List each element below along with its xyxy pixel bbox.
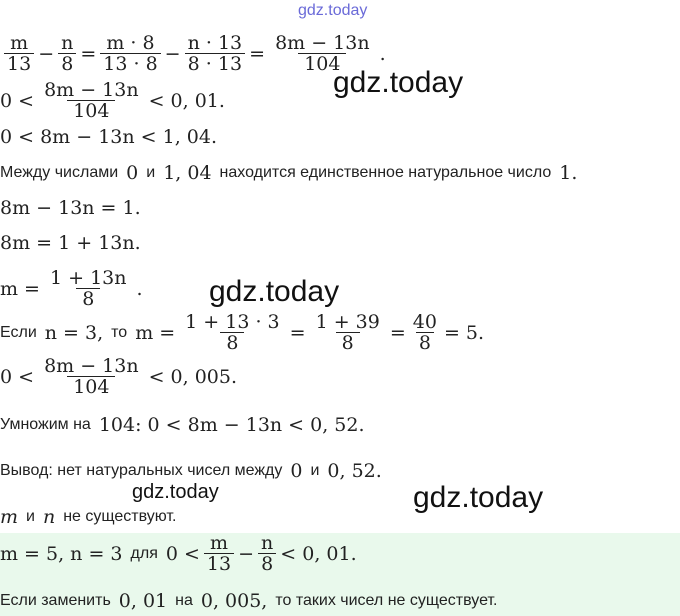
expr: = 5.	[443, 321, 485, 344]
operator: =	[289, 321, 306, 344]
equation-line-2	[0, 80, 225, 121]
frac-den: 104	[67, 376, 115, 397]
text: Между числами	[0, 164, 119, 181]
text: Если	[0, 323, 37, 341]
frac-num: 1 + 13 · 3	[185, 311, 280, 333]
expr: 104: 0 < 8m − 13n < 0, 52.	[98, 414, 365, 436]
text-line-11	[0, 460, 382, 482]
frac-den: 8	[336, 332, 360, 353]
text: находится единственное натуральное число	[219, 164, 552, 181]
text: то таких чисел не существует.	[275, 592, 498, 609]
text: Если заменить	[0, 592, 111, 609]
expr: < 0, 005.	[148, 365, 238, 388]
expr: 0, 52.	[327, 460, 382, 482]
text: Вывод: нет натуральных чисел между	[0, 462, 283, 479]
expr: 0 <	[165, 542, 200, 565]
frac-den: 8	[416, 332, 434, 353]
watermark-top: gdz.today	[298, 2, 368, 19]
equation-line-8	[0, 312, 484, 353]
text: для	[130, 544, 158, 562]
expr: 0	[126, 162, 139, 184]
expr: n	[42, 506, 56, 528]
answer-line-1	[0, 533, 357, 574]
expr: 8m = 1 + 13n.	[0, 232, 141, 254]
frac-den: 8	[76, 288, 100, 309]
text-line-10	[0, 414, 365, 436]
expr: 0	[290, 460, 303, 482]
expr: 0 < 8m − 13n < 1, 04.	[0, 126, 217, 148]
frac-num: 1 + 39	[315, 311, 380, 333]
expr: m	[0, 506, 19, 528]
frac-num: 1 + 13n	[49, 267, 127, 289]
equation-line-3	[0, 126, 217, 148]
equation-line-5	[0, 197, 141, 219]
expr: < 0, 01.	[148, 89, 225, 112]
expr: m =	[0, 277, 40, 300]
equation-line-6	[0, 232, 141, 254]
watermark-1: gdz.today	[333, 66, 464, 99]
expr: 0, 01	[118, 590, 168, 612]
frac-den: 13	[204, 553, 234, 574]
expr: 0 <	[0, 365, 35, 388]
frac-den: 8	[258, 553, 276, 574]
expr: n = 3,	[44, 321, 104, 344]
frac-den: 8 · 13	[185, 53, 245, 74]
frac-den: 104	[67, 100, 115, 121]
equation-line-7	[0, 268, 143, 309]
expr: 0, 005,	[200, 590, 268, 612]
frac-num: 40	[412, 311, 437, 333]
frac-num: n · 13	[187, 32, 243, 54]
expr: 1, 04	[163, 162, 212, 184]
text: то	[111, 323, 128, 341]
expr: 0 <	[0, 89, 35, 112]
period: .	[136, 277, 143, 300]
expr: 1.	[559, 162, 578, 184]
text: Умножим на	[0, 416, 91, 433]
frac-den: 8	[220, 332, 244, 353]
equation-line-9	[0, 356, 237, 397]
text: и	[146, 164, 156, 181]
text-line-4	[0, 162, 577, 184]
frac-den: 13	[4, 53, 34, 74]
frac-num: m · 8	[106, 32, 155, 54]
answer-line-2	[0, 590, 497, 612]
frac-den: 104	[298, 53, 346, 74]
operator: −	[164, 42, 181, 65]
expr: < 0, 01.	[280, 542, 357, 565]
period: .	[379, 42, 386, 65]
text: на	[175, 592, 193, 609]
operator: =	[389, 321, 406, 344]
operator: =	[80, 42, 97, 65]
text: и	[26, 508, 35, 525]
operator: −	[238, 542, 255, 565]
frac-den: 13 · 8	[100, 53, 160, 74]
text: и	[310, 462, 320, 479]
frac-den: 8	[58, 53, 76, 74]
frac-num: n	[61, 32, 74, 54]
frac-num: 8m − 13n	[275, 32, 370, 54]
frac-num: 8m − 13n	[44, 79, 139, 101]
frac-num: m	[210, 532, 229, 554]
watermark-3: gdz.today	[132, 481, 219, 503]
frac-num: 8m − 13n	[44, 355, 139, 377]
watermark-4: gdz.today	[413, 481, 544, 514]
frac-num: n	[261, 532, 274, 554]
text-line-12	[0, 506, 176, 528]
operator: −	[38, 42, 55, 65]
expr: 8m − 13n = 1.	[0, 197, 141, 219]
expr: m =	[135, 321, 176, 344]
expr: m = 5, n = 3	[0, 542, 123, 565]
operator: =	[249, 42, 266, 65]
watermark-2: gdz.today	[209, 275, 340, 308]
equation-line-1	[0, 33, 386, 74]
frac-num: m	[10, 32, 29, 54]
text: не существуют.	[63, 508, 177, 525]
